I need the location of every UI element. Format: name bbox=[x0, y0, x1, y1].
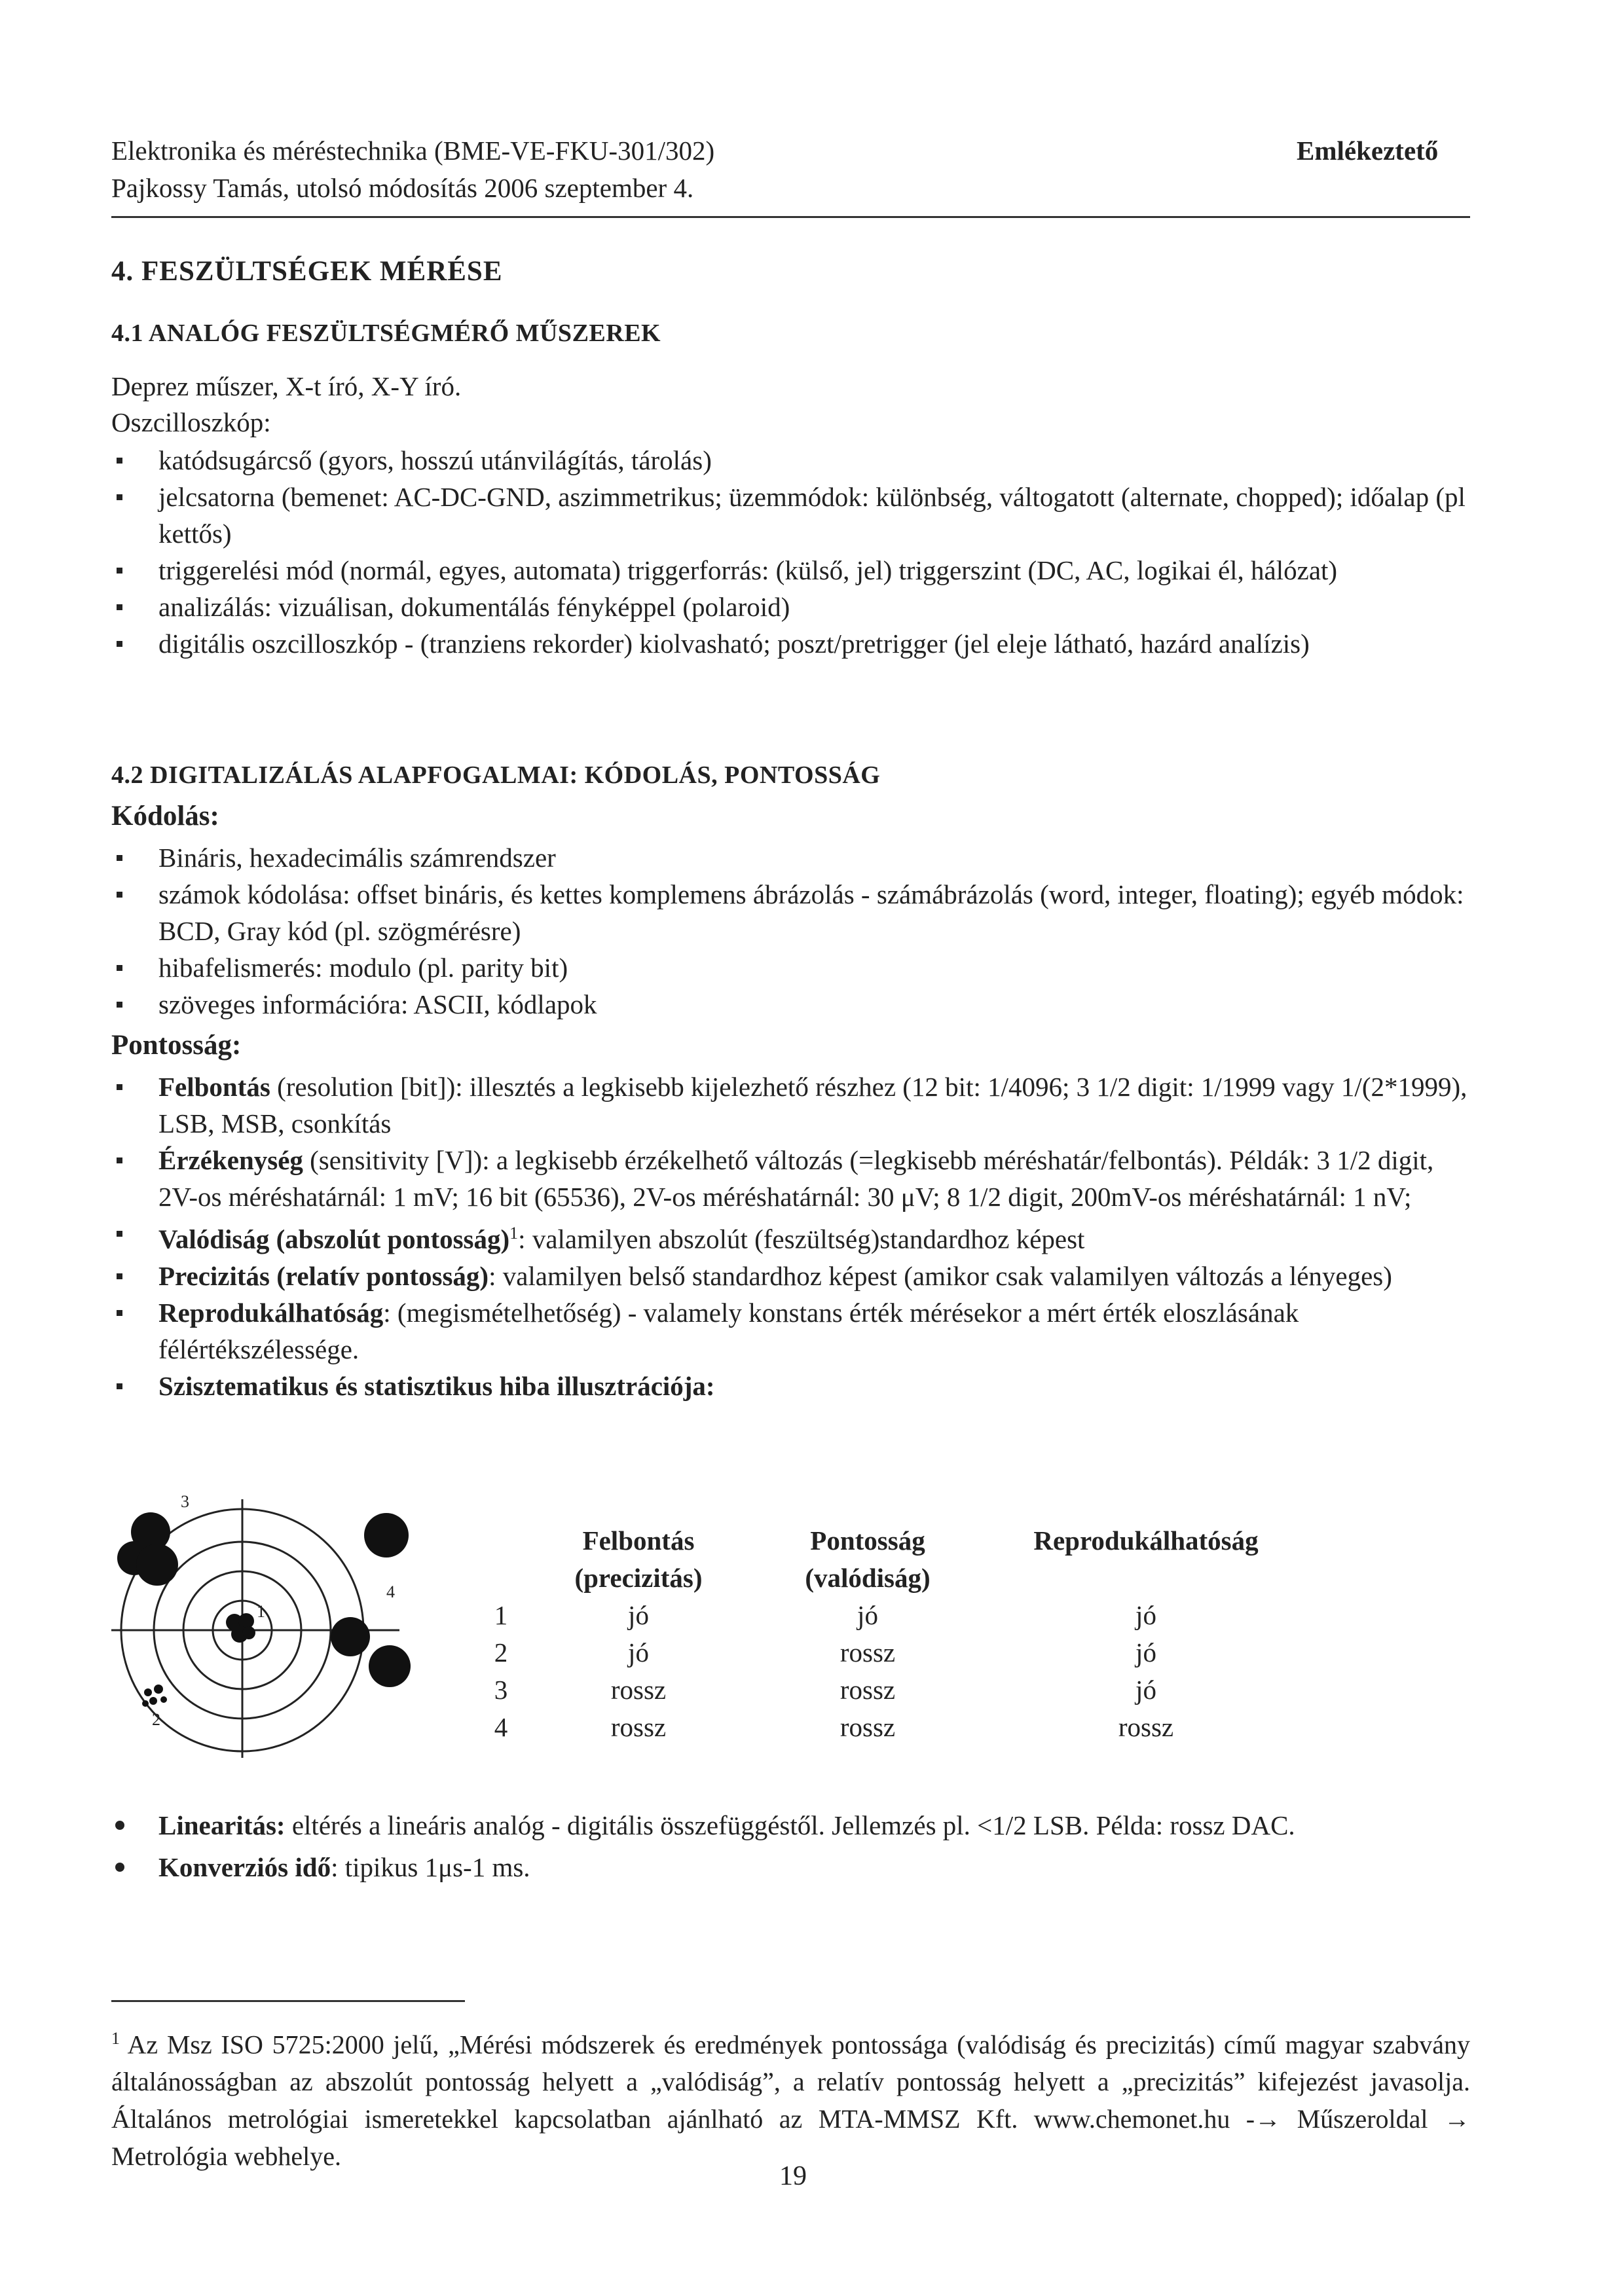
pontossag-heading: Pontosság: bbox=[111, 1030, 242, 1061]
row-number: 1 bbox=[494, 1600, 508, 1630]
list-item: Bináris, hexadecimális számrendszer bbox=[111, 839, 1473, 876]
definition: (sensitivity [V]): a legkisebb érzékelhető változás (=legkisebb méréshatár/felbontás). Példák: 3 1/2 digit, 2V-os méréshatárnál: 1 mV; 16 bit (65536), 2V-os méréshatárnál: 30 μV; 8 1/2 digit, 200mV-os méréshatárnál: 1 nV; bbox=[158, 1145, 1434, 1212]
term: Érzékenység bbox=[158, 1145, 303, 1175]
table-cell: rossz bbox=[1118, 1712, 1174, 1742]
term: Felbontás bbox=[158, 1072, 270, 1102]
target-label: 1 bbox=[257, 1602, 265, 1621]
target-label: 3 bbox=[181, 1493, 189, 1511]
section-4-2-heading bbox=[111, 761, 880, 790]
list-item bbox=[111, 1368, 1473, 1404]
quality-table bbox=[471, 1522, 1303, 1746]
footnote-divider bbox=[111, 2000, 465, 2002]
section-4-2-number: 4.2 bbox=[111, 761, 143, 789]
table-cell: rossz bbox=[840, 1637, 896, 1667]
definition: : valamilyen belső standardhoz képest (amikor csak valamilyen változás a lényeges) bbox=[489, 1260, 1392, 1291]
table-cell: rossz bbox=[840, 1675, 896, 1705]
term: Linearitás: bbox=[158, 1810, 286, 1840]
table-cell: jó bbox=[1135, 1675, 1156, 1705]
table-cell: jó bbox=[628, 1600, 649, 1630]
header-author: Pajkossy Tamás, utolsó módosítás 2006 szeptember 4. bbox=[111, 173, 694, 203]
list-item bbox=[111, 1849, 1473, 1886]
section-4-number: 4. bbox=[111, 256, 134, 287]
pontossag-list bbox=[111, 1068, 1473, 1404]
header-divider bbox=[111, 216, 1470, 218]
list-item: jelcsatorna (bemenet: AC-DC-GND, aszimmetrikus; üzemmódok: különbség, váltogatott (alternate, chopped); időalap (pl kettős) bbox=[111, 479, 1473, 552]
column-header-line: Felbontás bbox=[582, 1525, 695, 1556]
section-4-1-number: 4.1 bbox=[111, 319, 143, 347]
table-cell: jó bbox=[628, 1637, 649, 1667]
table-row bbox=[471, 1634, 1303, 1671]
section-4-1-title: ANALÓG FESZÜLTSÉGMÉRŐ MŰSZEREK bbox=[148, 319, 661, 347]
section-4-title: FESZÜLTSÉGEK MÉRÉSE bbox=[141, 256, 503, 287]
footnote-mark: 1 bbox=[111, 2029, 120, 2048]
section-4-heading bbox=[111, 255, 503, 287]
table-cell: rossz bbox=[610, 1675, 667, 1705]
target-label: 2 bbox=[152, 1710, 160, 1729]
table-row bbox=[471, 1671, 1303, 1709]
table-row bbox=[471, 1597, 1303, 1634]
column-header-line: Pontosság bbox=[810, 1525, 925, 1556]
list-item bbox=[111, 1807, 1473, 1844]
term: Reprodukálhatóság bbox=[158, 1297, 384, 1328]
list-item bbox=[111, 1142, 1473, 1215]
shot-group-3 bbox=[117, 1512, 178, 1586]
column-header bbox=[747, 1522, 989, 1597]
definition: : tipikus 1μs-1 ms. bbox=[331, 1852, 530, 1882]
oscilloscope-label: Oszcilloszkóp: bbox=[111, 407, 271, 437]
footnote-ref: 1 bbox=[509, 1224, 519, 1243]
list-item bbox=[111, 1258, 1473, 1294]
list-item bbox=[111, 1294, 1473, 1368]
header-label: Emlékeztető bbox=[1297, 136, 1439, 166]
list-item bbox=[111, 1068, 1473, 1142]
row-number: 4 bbox=[494, 1712, 508, 1742]
column-header bbox=[530, 1522, 747, 1597]
table-header-row bbox=[471, 1522, 1303, 1597]
column-header-line: (precizitás) bbox=[574, 1563, 703, 1593]
table-cell: jó bbox=[1135, 1637, 1156, 1667]
term: Valódiság (abszolút pontosság) bbox=[158, 1224, 510, 1254]
list-item bbox=[111, 1215, 1473, 1258]
column-header bbox=[989, 1522, 1303, 1597]
list-item: triggerelési mód (normál, egyes, automata) triggerforrás: (külső, jel) triggerszint (DC, AC, logikai él, hálózat) bbox=[111, 552, 1473, 589]
list-item: katódsugárcső (gyors, hosszú utánvilágítás, tárolás) bbox=[111, 442, 1473, 479]
instruments-line: Deprez műszer, X-t író, X-Y író. bbox=[111, 371, 462, 401]
definition: : valamilyen abszolút (feszültség)standardhoz képest bbox=[518, 1224, 1085, 1254]
table-cell: rossz bbox=[840, 1712, 896, 1742]
shot-group-2 bbox=[142, 1685, 167, 1707]
shot-group-4 bbox=[331, 1513, 411, 1687]
column-header-line: (valódiság) bbox=[805, 1563, 931, 1593]
oscilloscope-list bbox=[111, 442, 1473, 662]
term: Szisztematikus és statisztikus hiba illusztrációja: bbox=[158, 1370, 715, 1401]
shot-group-1 bbox=[226, 1613, 255, 1643]
table-row bbox=[471, 1709, 1303, 1746]
table-cell: jó bbox=[1135, 1600, 1156, 1630]
kodolas-heading: Kódolás: bbox=[111, 801, 219, 831]
adc-properties-list bbox=[111, 1807, 1473, 1886]
table-cell: rossz bbox=[610, 1712, 667, 1742]
footnote bbox=[111, 2020, 1470, 2175]
target-illustration bbox=[111, 1493, 452, 1761]
table-cell: jó bbox=[857, 1600, 878, 1630]
footnote-text: Az Msz ISO 5725:2000 jelű, „Mérési módszerek és eredmények pontossága (valódiság és precizitás) című magyar szabvány általánosságban az abszolút pontosság helyett a „valódiság”, a relatív pontosság helyett a „precizitás” kifejezést javasolja. Általános metrológiai ismeretekkel kapcsolatban ajánlható az MTA-MMSZ Kft. www.chemonet.hu -→ Műszeroldal → Metrológia webhelye. bbox=[111, 2030, 1470, 2172]
row-number: 2 bbox=[494, 1637, 508, 1667]
column-header-line: Reprodukálhatóság bbox=[1033, 1525, 1259, 1556]
list-item: digitális oszcilloszkóp - (tranziens rekorder) kiolvasható; poszt/pretrigger (jel eleje látható, hazárd analízis) bbox=[111, 625, 1473, 662]
section-4-2-title: DIGITALIZÁLÁS ALAPFOGALMAI: KÓDOLÁS, PONTOSSÁG bbox=[150, 761, 881, 789]
term: Konverziós idő bbox=[158, 1852, 331, 1882]
row-number: 3 bbox=[494, 1675, 508, 1705]
definition: : (megismételhetőség) - valamely konstans érték mérésekor a mért érték eloszlásának félértékszélessége. bbox=[158, 1297, 1299, 1364]
definition: eltérés a lineáris analóg - digitális összefüggéstől. Jellemzés pl. <1/2 LSB. Példa: rossz DAC. bbox=[285, 1810, 1295, 1840]
target-label: 4 bbox=[386, 1582, 395, 1601]
list-item: analizálás: vizuálisan, dokumentálás fényképpel (polaroid) bbox=[111, 589, 1473, 625]
kodolas-list bbox=[111, 839, 1473, 1023]
list-item: hibafelismerés: modulo (pl. parity bit) bbox=[111, 949, 1473, 986]
page-number: 19 bbox=[779, 2161, 807, 2191]
list-item: számok kódolása: offset bináris, és kettes komplemens ábrázolás - számábrázolás (word, integer, floating); egyéb módok: BCD, Gray kód (pl. szögmérésre) bbox=[111, 876, 1473, 949]
section-4-1-heading bbox=[111, 319, 661, 348]
list-item: szöveges információra: ASCII, kódlapok bbox=[111, 986, 1473, 1023]
header-course: Elektronika és méréstechnika (BME-VE-FKU-301/302) bbox=[111, 136, 715, 166]
definition: (resolution [bit]): illesztés a legkisebb kijelezhető részhez (12 bit: 1/4096; 3 1/2 digit: 1/1999 vagy 1/(2*1999), LSB, MSB, csonkítás bbox=[158, 1072, 1467, 1139]
term: Precizitás (relatív pontosság) bbox=[158, 1260, 489, 1291]
